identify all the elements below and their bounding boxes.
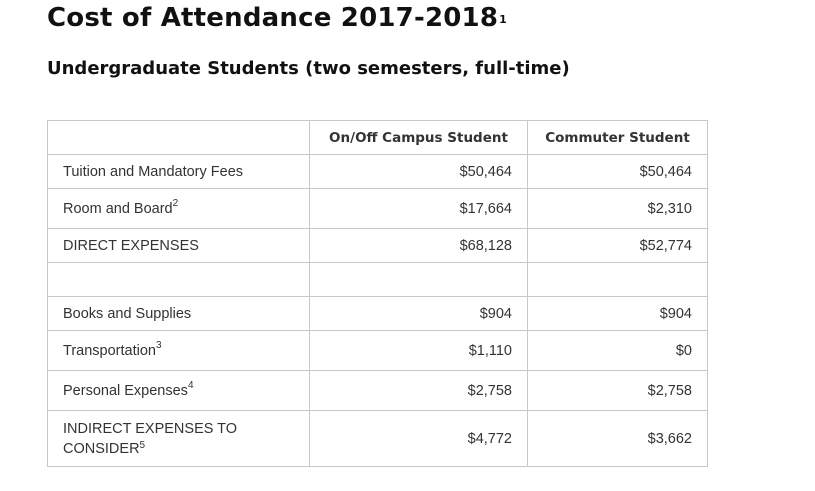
row-label: Books and Supplies [48,297,310,331]
on-off-campus-value: $17,664 [310,189,528,229]
row-label: Transportation$^3$ [48,331,310,371]
commuter-value: $50,464 [528,155,708,189]
header-corner-cell [48,121,310,155]
table-subtitle: Undergraduate Students (two semesters, full-time) [47,58,570,79]
table-header-row [48,121,708,155]
row-label: DIRECT EXPENSES [48,229,310,263]
table-row [48,189,708,229]
cost-table [47,120,708,467]
on-off-campus-value: $4,772 [310,411,528,467]
row-label: Room and Board$^2$ [48,189,310,229]
row-label: INDIRECT EXPENSES TO CONSIDER$^5$ [48,411,310,467]
table-row [48,411,708,467]
commuter-value: $3,662 [528,411,708,467]
table-row [48,331,708,371]
on-off-campus-value: $50,464 [310,155,528,189]
header-on-off-campus: On/Off Campus Student [310,121,528,155]
row-label: Tuition and Mandatory Fees [48,155,310,189]
on-off-campus-value: $68,128 [310,229,528,263]
commuter-value: $904 [528,297,708,331]
header-commuter: Commuter Student [528,121,708,155]
on-off-campus-value: $2,758 [310,371,528,411]
row-label [48,263,310,297]
table-row-spacer [48,263,708,297]
on-off-campus-value: $1,110 [310,331,528,371]
page-title [47,0,507,36]
commuter-value [528,263,708,297]
on-off-campus-value [310,263,528,297]
row-label: Personal Expenses$^4$ [48,371,310,411]
table-row [48,155,708,189]
page-title-text: Cost of Attendance 2017-2018 [47,3,499,33]
commuter-value: $2,758 [528,371,708,411]
commuter-value: $2,310 [528,189,708,229]
title-footnote: 1 [499,13,507,26]
table-row [48,371,708,411]
table-row [48,229,708,263]
table-row [48,297,708,331]
commuter-value: $0 [528,331,708,371]
on-off-campus-value: $904 [310,297,528,331]
commuter-value: $52,774 [528,229,708,263]
